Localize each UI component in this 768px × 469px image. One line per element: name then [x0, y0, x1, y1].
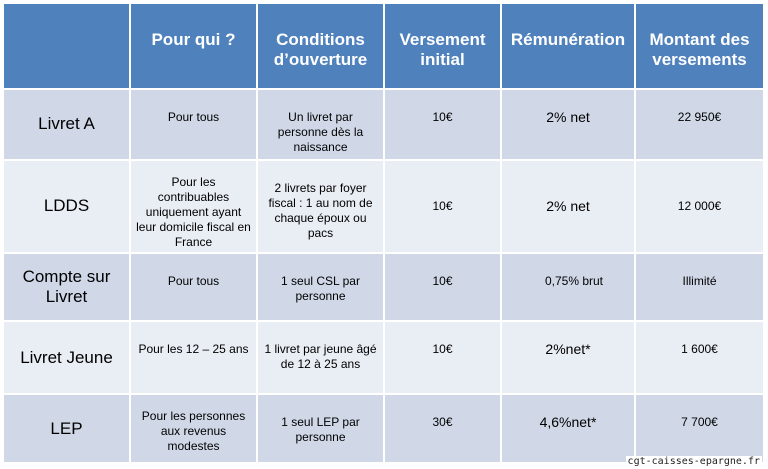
cell-pour-qui: Pour les personnes aux revenus modestes: [131, 395, 256, 462]
header-corner: [4, 4, 129, 88]
savings-comparison-table: [2, 2, 765, 464]
cell-remuneration: 2% net: [502, 90, 634, 159]
table-row: [4, 395, 763, 462]
row-label: Livret Jeune: [4, 322, 129, 393]
table-row: [4, 161, 763, 252]
cell-versement: 10€: [385, 322, 500, 393]
row-label: Compte sur Livret: [4, 254, 129, 321]
table-row: [4, 90, 763, 159]
cell-montant: Illimité: [636, 254, 763, 321]
cell-conditions: 1 seul CSL par personne: [258, 254, 383, 321]
header-row: [4, 4, 763, 88]
source-watermark: cgt-caisses-epargne.fr: [627, 456, 760, 467]
cell-conditions: 1 seul LEP par personne: [258, 395, 383, 462]
cell-versement: 10€: [385, 254, 500, 321]
row-label: Livret A: [4, 90, 129, 159]
cell-pour-qui: Pour les contribuables uniquement ayant leur domicile fiscal en France: [131, 161, 256, 252]
cell-versement: 30€: [385, 395, 500, 462]
cell-versement: 10€: [385, 90, 500, 159]
cell-pour-qui: Pour les 12 – 25 ans: [131, 322, 256, 393]
cell-montant: 1 600€: [636, 322, 763, 393]
cell-conditions: 2 livrets par foyer fiscal : 1 au nom de chaque époux ou pacs: [258, 161, 383, 252]
cell-pour-qui: Pour tous: [131, 90, 256, 159]
cell-remuneration: 0,75% brut: [502, 254, 634, 321]
cell-conditions: Un livret par personne dès la naissance: [258, 90, 383, 159]
header-montant: Montant des versements: [636, 4, 763, 88]
row-label: LEP: [4, 395, 129, 462]
table-row: [4, 254, 763, 321]
table-row: [4, 322, 763, 393]
cell-pour-qui: Pour tous: [131, 254, 256, 321]
header-remuneration: Rémunération: [502, 4, 634, 88]
cell-conditions: 1 livret par jeune âgé de 12 à 25 ans: [258, 322, 383, 393]
header-versement-initial: Versement initial: [385, 4, 500, 88]
header-pour-qui: Pour qui ?: [131, 4, 256, 88]
cell-remuneration: 2%net*: [502, 322, 634, 393]
header-conditions: Conditions d’ouverture: [258, 4, 383, 88]
cell-montant: 12 000€: [636, 161, 763, 252]
cell-montant: 22 950€: [636, 90, 763, 159]
cell-remuneration: 4,6%net*: [502, 395, 634, 462]
row-label: LDDS: [4, 161, 129, 252]
cell-montant: 7 700€: [636, 395, 763, 462]
cell-versement: 10€: [385, 161, 500, 252]
cell-remuneration: 2% net: [502, 161, 634, 252]
